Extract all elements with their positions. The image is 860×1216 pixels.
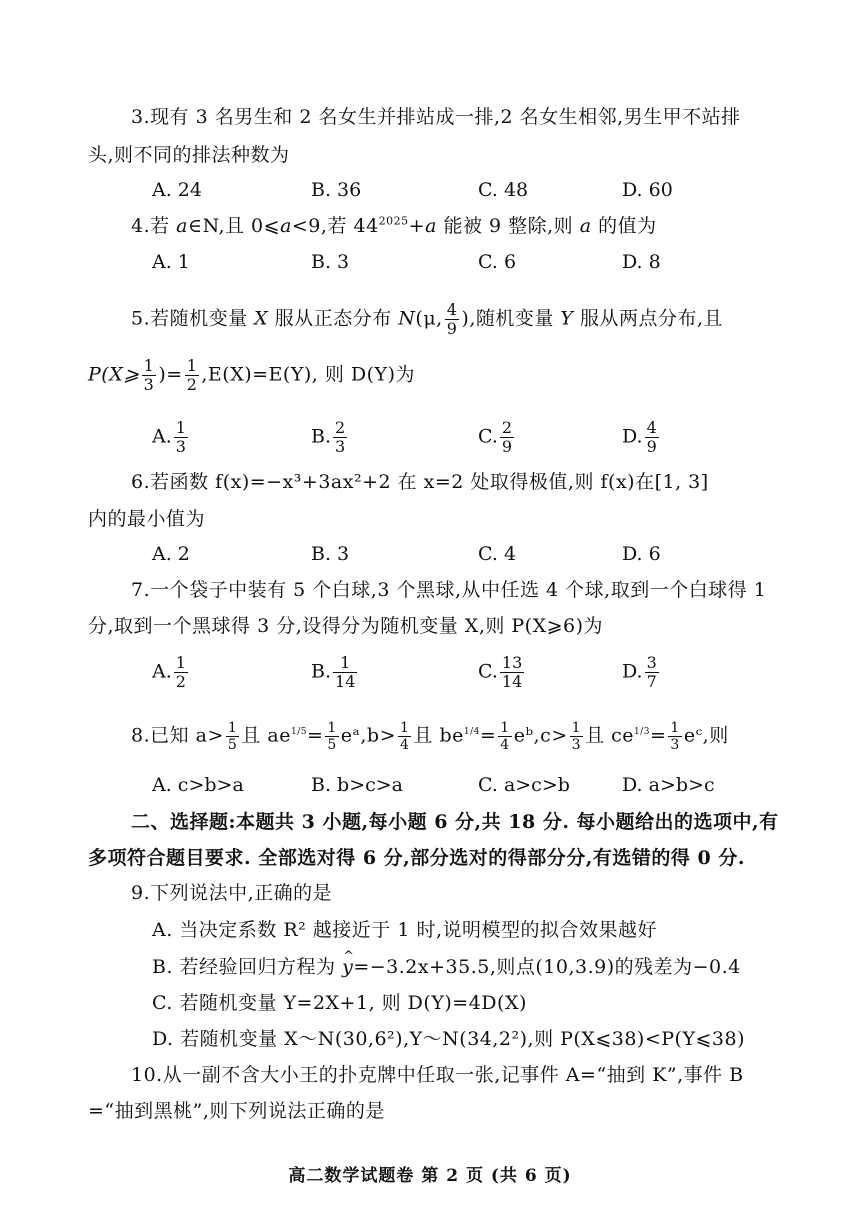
q4-exponent: 2025	[378, 214, 409, 228]
q5-prob-fraction: $\frac{1}{3}$	[143, 356, 155, 394]
q7-option-a: A. $\frac{1}{2}$	[152, 653, 186, 691]
q8-option-a: A. c>b>a	[152, 774, 244, 796]
q5-option-b: B. $\frac{2}{3}$	[311, 418, 346, 456]
q5-line2: P(X⩾ $\frac{1}{3}$ )= $\frac{1}{2}$ ,E(X)=E(Y), 则 D(Y)为	[88, 356, 416, 394]
q8-option-d: D. a>b>c	[622, 774, 715, 796]
q6-option-c: C. 4	[478, 543, 517, 565]
section2-line2: 多项符合题目要求. 全部选对得 6 分,部分选对的得部分分,有选错的得 0 分.	[88, 847, 745, 869]
q10-line2: =“抽到黑桃”,则下列说法正确的是	[88, 1100, 385, 1122]
q3-line1: 3.现有 3 名男生和 2 名女生并排站成一排,2 名女生相邻,男生甲不站排	[131, 106, 741, 128]
q4-option-b: B. 3	[311, 251, 350, 273]
q9-option-a: A. 当决定系数 R² 越接近于 1 时,说明模型的拟合效果越好	[152, 919, 658, 941]
q6-option-a: A. 2	[152, 543, 190, 565]
q3-option-c: C. 48	[478, 179, 529, 201]
q5-value-fraction: $\frac{1}{2}$	[186, 356, 198, 394]
q9-stem: 9.下列说法中,正确的是	[131, 882, 333, 904]
q9-option-d: D. 若随机变量 X～N(30,6²),Y～N(34,2²),则 P(X⩽38)<P(Y⩽38)	[152, 1028, 746, 1050]
q9-option-b: B. 若经验回归方程为 ^ y=−3.2x+35.5,则点(10,3.9)的残差为−0.4	[152, 955, 741, 979]
q4-option-c: C. 6	[478, 251, 517, 273]
q5-option-d: D. $\frac{4}{9}$	[622, 418, 657, 456]
section2-line1: 二、选择题:本题共 3 小题,每小题 6 分,共 18 分. 每小题给出的选项中,有	[131, 811, 779, 833]
q4-option-a: A. 1	[152, 251, 190, 273]
q5-variance-fraction: $\frac{4}{9}$	[446, 300, 458, 338]
q6-line1: 6.若函数 f(x)=−x³+3ax²+2 在 x=2 处取得极值,则 f(x)在[1, 3]	[131, 471, 709, 493]
q4-option-d: D. 8	[622, 251, 661, 273]
q8-option-b: B. b>c>a	[311, 774, 404, 796]
q7-option-d: D. $\frac{3}{7}$	[622, 653, 657, 691]
q5-option-c: C. $\frac{2}{9}$	[478, 418, 513, 456]
page-footer: 高二数学试题卷 第 2 页 (共 6 页)	[288, 1166, 572, 1186]
q3-option-b: B. 36	[311, 179, 362, 201]
q3-option-a: A. 24	[152, 179, 202, 201]
q4-stem: 4.若 a∈N,且 0⩽a<9,若 $44^{2025}+a$ 能被 9 整除,则 a 的值为	[131, 214, 657, 237]
q3-line2: 头,则不同的排法种数为	[88, 144, 290, 166]
q9-option-c: C. 若随机变量 Y=2X+1, 则 D(Y)=4D(X)	[152, 992, 527, 1014]
q5-option-a: A. $\frac{1}{3}$	[152, 418, 186, 456]
q3-option-d: D. 60	[622, 179, 673, 201]
q7-option-c: C. $\frac{13}{14}$	[478, 653, 523, 691]
q7-line2: 分,取到一个黑球得 3 分,设得分为随机变量 X,则 P(X⩾6)为	[88, 615, 604, 637]
q7-line1: 7.一个袋子中装有 5 个白球,3 个黑球,从中任选 4 个球,取到一个白球得 1	[131, 579, 767, 601]
q6-option-d: D. 6	[622, 543, 661, 565]
q6-option-b: B. 3	[311, 543, 350, 565]
q8-option-c: C. a>c>b	[478, 774, 570, 796]
q6-line2: 内的最小值为	[88, 508, 206, 530]
q7-option-b: B. $\frac{1}{14}$	[311, 653, 356, 691]
q10-line1: 10.从一副不含大小王的扑克牌中任取一张,记事件 A=“抽到 K”,事件 B	[131, 1064, 744, 1086]
q8-stem: 8.已知 a> $\frac{1}{5}$ 且 $ae^{1/5}=$ $\frac{1}{5}$ eᵃ,b> $\frac{1}{4}$ 且 $be^{1/4}=$ $\frac{1}{4}$ eᵇ,c> $\frac{1}{3}$ 且 $ce^{1/3}=$ $\frac{1}{3}$ eᶜ,则	[131, 720, 729, 753]
q5-line1: 5.若随机变量 X 服从正态分布 N(μ, $\frac{4}{9}$ ),随机变量 Y 服从两点分布,且	[131, 300, 724, 338]
